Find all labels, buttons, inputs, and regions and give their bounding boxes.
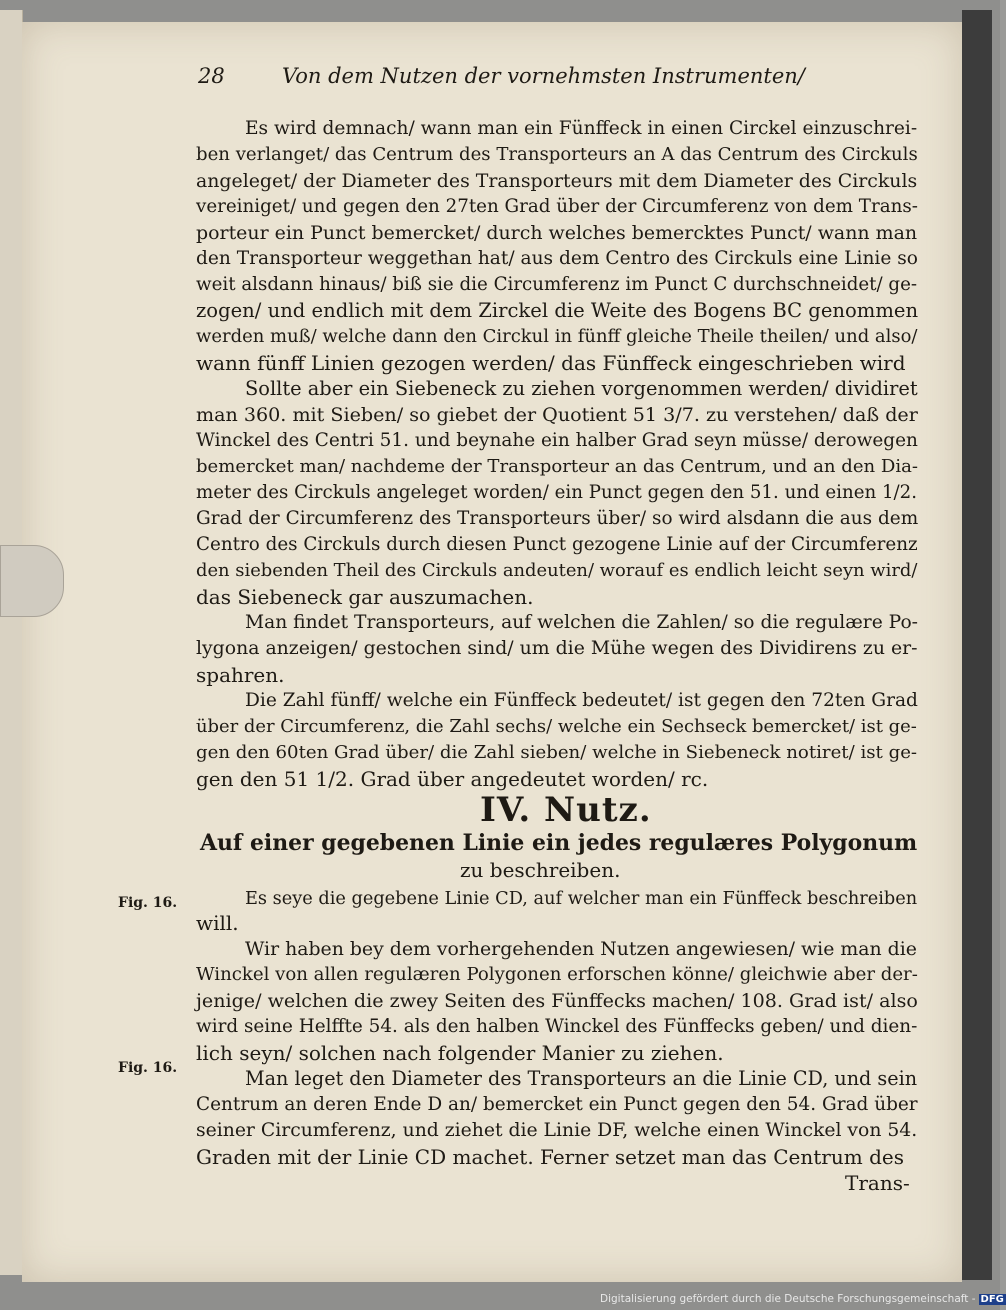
section-subtitle: Auf einer gegebenen Linie ein jedes regulæres Polygonum	[200, 830, 918, 856]
text-line: Winckel des Centri 51. und beynahe ein halber Grad seyn müsse/ derowegen	[196, 430, 918, 451]
catchword: Trans-	[845, 1171, 910, 1195]
text-line: angeleget/ der Diameter des Transporteurs mit dem Diameter des Circkuls	[196, 170, 918, 192]
digitization-credit	[600, 1293, 1004, 1309]
text-line: Centrum an deren Ende D an/ bemercket ein Punct gegen den 54. Grad über	[196, 1094, 918, 1115]
text-line: Es wird demnach/ wann man ein Fünffeck in einen Circkel einzuschrei-	[245, 118, 918, 139]
text-line: porteur ein Punct bemercket/ durch welches bemercktes Punct/ wann man	[196, 222, 918, 244]
text-line: gen den 51 1/2. Grad über angedeutet worden/ rc.	[196, 767, 709, 791]
text-line: gen den 60ten Grad über/ die Zahl sieben/ welche in Siebeneck notiret/ ist ge-	[196, 742, 918, 763]
text-line: lygona anzeigen/ gestochen sind/ um die Mühe wegen des Dividirens zu er-	[196, 638, 918, 659]
text-line: ben verlanget/ das Centrum des Transporteurs an A das Centrum des Circkuls	[196, 144, 918, 165]
text-line: Centro des Circkuls durch diesen Punct gezogene Linie auf der Circumferenz	[196, 534, 918, 555]
text-line: zogen/ und endlich mit dem Zirckel die Weite des Bogens BC genommen	[196, 299, 919, 322]
text-line: werden muß/ welche dann den Circkul in fünff gleiche Theile theilen/ und also/	[196, 326, 918, 347]
text-line: Grad der Circumferenz des Transporteurs über/ so wird alsdann die aus dem	[196, 508, 919, 529]
figure-reference: Fig. 16.	[118, 895, 178, 911]
page-number: 28	[198, 64, 225, 88]
figure-reference: Fig. 16.	[118, 1060, 178, 1076]
text-line: wann fünff Linien gezogen werden/ das Fünffeck eingeschrieben wird	[196, 351, 906, 375]
text-line: weit alsdann hinaus/ biß sie die Circumferenz im Punct C durchschneidet/ ge-	[196, 274, 918, 295]
text-line: über der Circumferenz, die Zahl sechs/ welche ein Sechseck bemercket/ ist ge-	[196, 716, 917, 737]
text-line: Man leget den Diameter des Transporteurs an die Linie CD, und sein	[245, 1067, 918, 1090]
text-line: seiner Circumferenz, und ziehet die Linie DF, welche einen Winckel von 54.	[196, 1120, 918, 1141]
text-line: Sollte aber ein Siebeneck zu ziehen vorgenommen werden/ dividiret	[245, 377, 918, 400]
text-line: Es seye die gegebene Linie CD, auf welcher man ein Fünffeck beschreiben	[245, 889, 918, 909]
section-subtitle: zu beschreiben.	[460, 858, 621, 882]
text-line: den Transporteur weggethan hat/ aus dem Centro des Circkuls eine Linie so	[196, 248, 918, 269]
text-line: den siebenden Theil des Circkuls andeuten/ worauf es endlich leicht seyn wird/	[196, 560, 918, 581]
section-heading: IV. Nutz.	[480, 790, 652, 830]
text-line: jenige/ welchen die zwey Seiten des Fünffecks machen/ 108. Grad ist/ also	[196, 990, 918, 1012]
text-line: Graden mit der Linie CD machet. Ferner setzet man das Centrum des	[196, 1145, 904, 1169]
text-line: Winckel von allen regulæren Polygonen erforschen könne/ gleichwie aber der-	[196, 964, 918, 985]
text-line: will.	[196, 911, 239, 935]
text-line: Die Zahl fünff/ welche ein Fünffeck bedeutet/ ist gegen den 72ten Grad	[245, 690, 918, 711]
text-line: man 360. mit Sieben/ so giebet der Quotient 51 3/7. zu verstehen/ daß der	[196, 403, 918, 426]
text-line: das Siebeneck gar auszumachen.	[196, 585, 534, 609]
text-line: wird seine Helffte 54. als den halben Winckel des Fünffecks geben/ und dien-	[196, 1016, 918, 1037]
dfg-logo-icon: DFG	[980, 1294, 1004, 1305]
text-line: Man findet Transporteurs, auf welchen die Zahlen/ so die regulære Po-	[245, 612, 918, 633]
text-line: spahren.	[196, 663, 285, 687]
text-line: lich seyn/ solchen nach folgender Manier zu ziehen.	[196, 1041, 724, 1065]
text-line: vereiniget/ und gegen den 27ten Grad über der Circumferenz von dem Trans-	[196, 196, 918, 217]
text-line: Wir haben bey dem vorhergehenden Nutzen angewiesen/ wie man die	[245, 938, 917, 960]
text-line: bemercket man/ nachdeme der Transporteur an das Centrum, und an den Dia-	[196, 456, 919, 477]
text-line: meter des Circkuls angeleget worden/ ein Punct gegen den 51. und einen 1/2.	[196, 482, 918, 503]
running-title: Von dem Nutzen der vornehmsten Instrumenten/	[282, 64, 805, 88]
credit-text: Digitalisierung gefördert durch die Deutsche Forschungsgemeinschaft -	[600, 1293, 976, 1305]
